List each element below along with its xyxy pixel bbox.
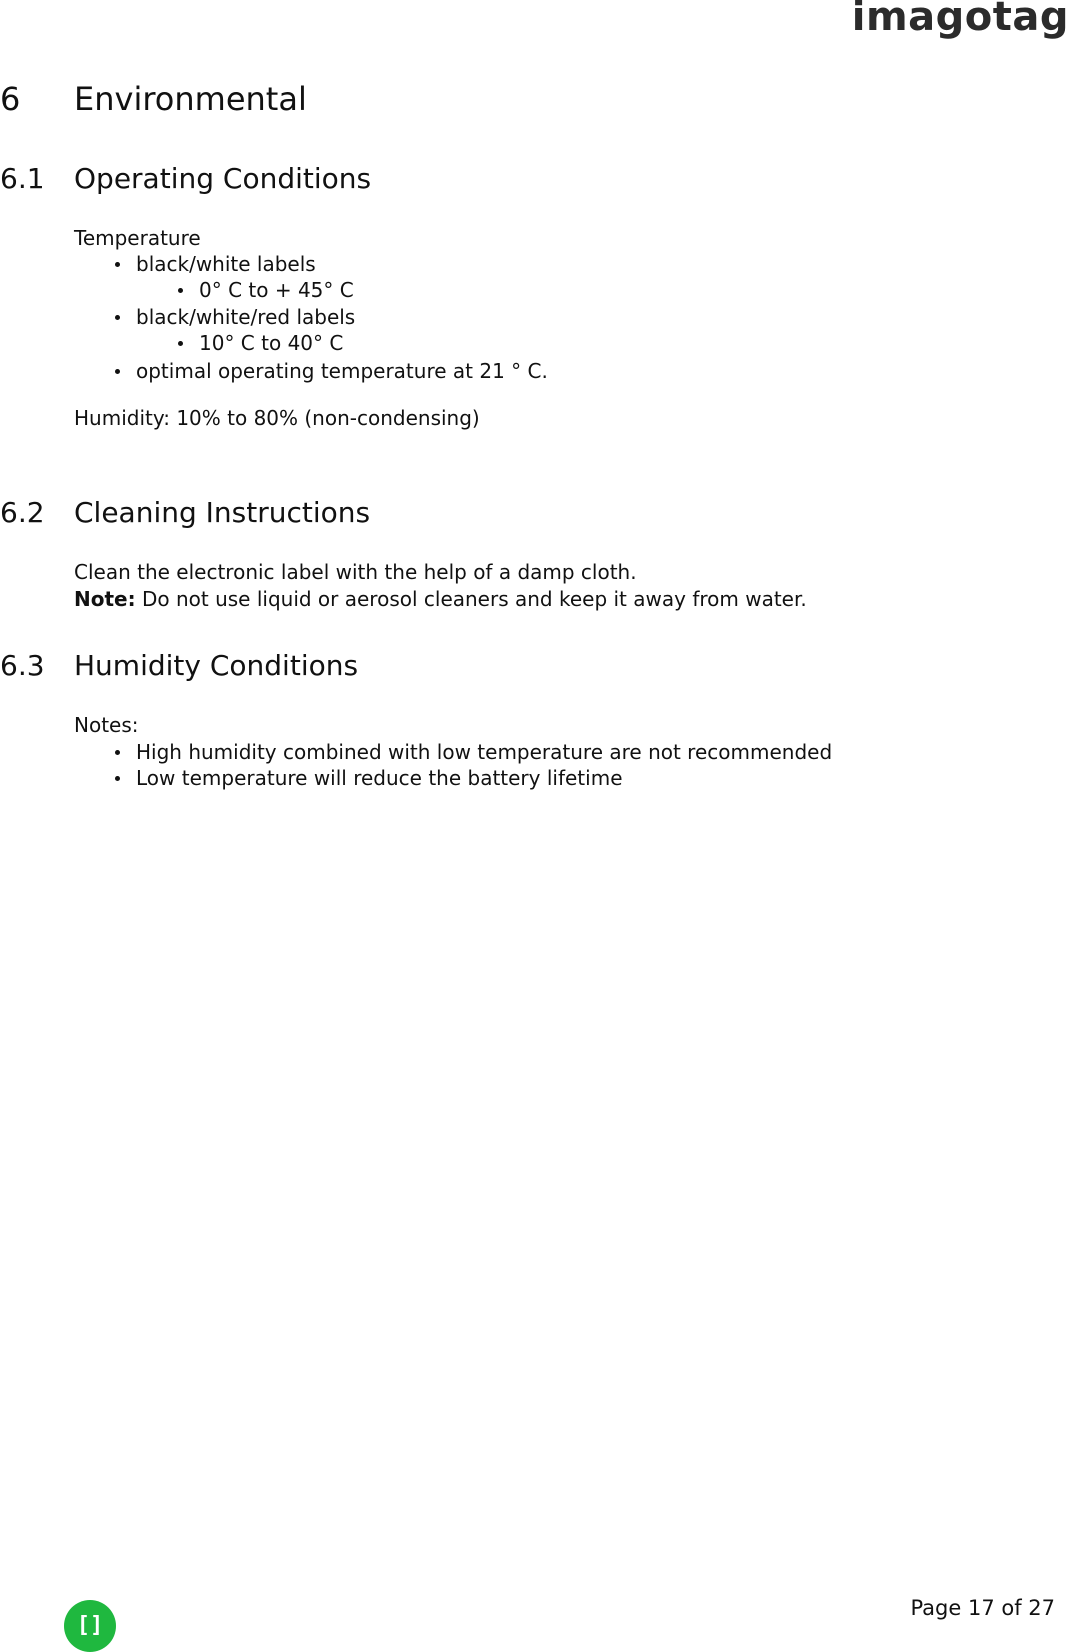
section-title: Environmental [74,80,307,118]
list-item [136,251,316,277]
list-item [136,304,355,330]
page-number: Page 17 of 27 [910,1596,1055,1620]
section-number: 6.2 [0,496,45,529]
brand-bracket-icon: [] [64,1600,116,1652]
list-item-text: optimal operating temperature at 21 ° C. [136,359,548,383]
bullet-dot [115,750,120,755]
sub-list-item [199,277,354,303]
imagotag-logo: imagotag [851,0,1069,40]
section-title: Cleaning Instructions [74,496,371,529]
sub-list-item [199,330,343,356]
list-item [136,358,548,384]
list-item-text: Low temperature will reduce the battery lifetime [136,766,623,790]
cleaning-instruction: Clean the electronic label with the help of a damp cloth. [74,560,637,584]
list-item [136,739,832,765]
humidity-range: Humidity: 10% to 80% (non-condensing) [74,406,480,430]
list-item-text: black/white/red labels [136,305,356,329]
section-title: Humidity Conditions [74,649,359,682]
section-number: 6.1 [0,162,45,195]
list-item-text: 0° C to + 45° C [199,278,354,302]
bullet-dot [115,776,120,781]
cleaning-note [74,586,807,612]
list-item-text: 10° C to 40° C [199,331,344,355]
temperature-label: Temperature [74,226,201,250]
list-item-text: High humidity combined with low temperature are not recommended [136,740,833,764]
bullet-dot [115,369,120,374]
bullet-dot [178,341,183,346]
bullet-dot [178,288,183,293]
bullet-dot [115,262,120,267]
list-item [136,765,623,791]
section-number: 6 [0,80,21,118]
list-item-text: black/white labels [136,252,316,276]
note-label: Note: [74,587,136,611]
bullet-dot [115,315,120,320]
notes-label: Notes: [74,713,139,737]
section-title: Operating Conditions [74,162,372,195]
note-text: Do not use liquid or aerosol cleaners and keep it away from water. [135,587,807,611]
section-number: 6.3 [0,649,45,682]
